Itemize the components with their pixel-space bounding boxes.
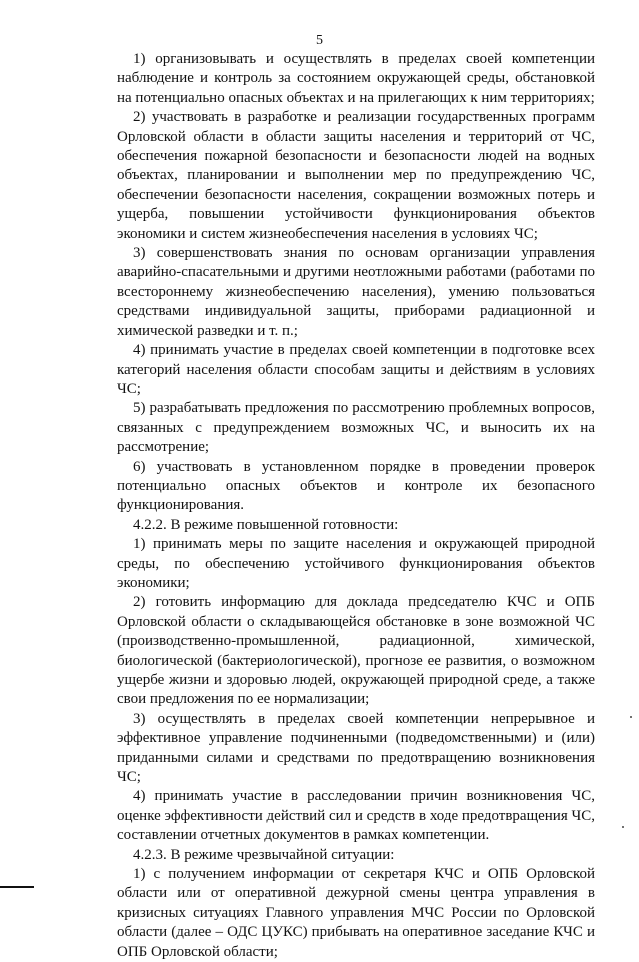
section-heading-4-2-3: 4.2.3. В режиме чрезвычайной ситуации: bbox=[133, 846, 395, 863]
paragraph-8: 2) готовить информацию для доклада председателю КЧС и ОПБ Орловской области о складывающейся обстановке в зоне возможной ЧС (производственно-промышленной, радиационной, химической, биологической (бактериологической), прогнозе ее развития, о возможном ущербе жизни и здоровью людей, окружающей природной среде, а также свои предложения по ее нормализации; bbox=[117, 594, 595, 708]
scan-speck bbox=[622, 826, 624, 828]
paragraph-4: 4) принимать участие в пределах своей компетенции в подготовке всех категорий населения области способам защиты и действиям в условиях ЧС; bbox=[117, 342, 595, 397]
section-heading-4-2-2: 4.2.2. В режиме повышенной готовности: bbox=[133, 516, 399, 533]
paragraph-7: 1) принимать меры по защите населения и окружающей природной среды, по обеспечению устойчивого функционирования объектов экономики; bbox=[117, 536, 595, 591]
scan-speck bbox=[630, 716, 632, 718]
paragraph-2: 2) участвовать в разработке и реализации государственных программ Орловской области в области защиты населения и территорий от ЧС, обеспечения пожарной безопасности и безопасности людей на водных объектах, планировании и выполнении мер по предупреждению ЧС, обеспечении безопасности населения, сокращении возможных потерь и ущерба, повышении устойчивости функционирования объектов экономики и систем жизнеобеспечения населения в условиях ЧС; bbox=[117, 109, 595, 242]
document-body bbox=[117, 50, 595, 962]
paragraph-6: 6) участвовать в установленном порядке в проведении проверок потенциально опасных объектов и контроле их безопасного функционирования. bbox=[117, 458, 595, 514]
paragraph-3: 3) совершенствовать знания по основам организации управления аварийно-спасательными и другими неотложными работами (работами по всестороннему жизнеобеспечению населения), умению пользоваться средствами индивидуальной защиты, приборами радиационной и химической разведки и т. п.; bbox=[117, 245, 595, 339]
page-number: 5 bbox=[316, 33, 323, 48]
paragraph-5: 5) разрабатывать предложения по рассмотрению проблемных вопросов, связанных с предупреждением возможных ЧС, и выносить их на рассмотрение; bbox=[117, 400, 595, 456]
paragraph-11: 1) с получением информации от секретаря КЧС и ОПБ Орловской области или от оперативной дежурной смены центра управления в кризисных ситуациях Главного управления МЧС России по Орловской области (далее – ОДС ЦУКС) прибывать на оперативное заседание КЧС и ОПБ Орловской области; bbox=[117, 866, 595, 960]
paragraph-9: 3) осуществлять в пределах своей компетенции непрерывное и эффективное управление подчиненными (подведомственными) и (или) приданными силами и средствами по предотвращению возникновения ЧС; bbox=[117, 710, 595, 786]
paragraph-10: 4) принимать участие в расследовании причин возникновения ЧС, оценке эффективности действий сил и средств в ходе предотвращения ЧС, составлении отчетных документов в рамках компетенции. bbox=[117, 788, 595, 844]
scan-edge-mark bbox=[0, 886, 34, 888]
paragraph-1: 1) организовывать и осуществлять в пределах своей компетенции наблюдение и контроль за состоянием окружающей среды, обстановкой на потенциально опасных объектах и на прилегающих к ним территориях; bbox=[117, 51, 595, 106]
